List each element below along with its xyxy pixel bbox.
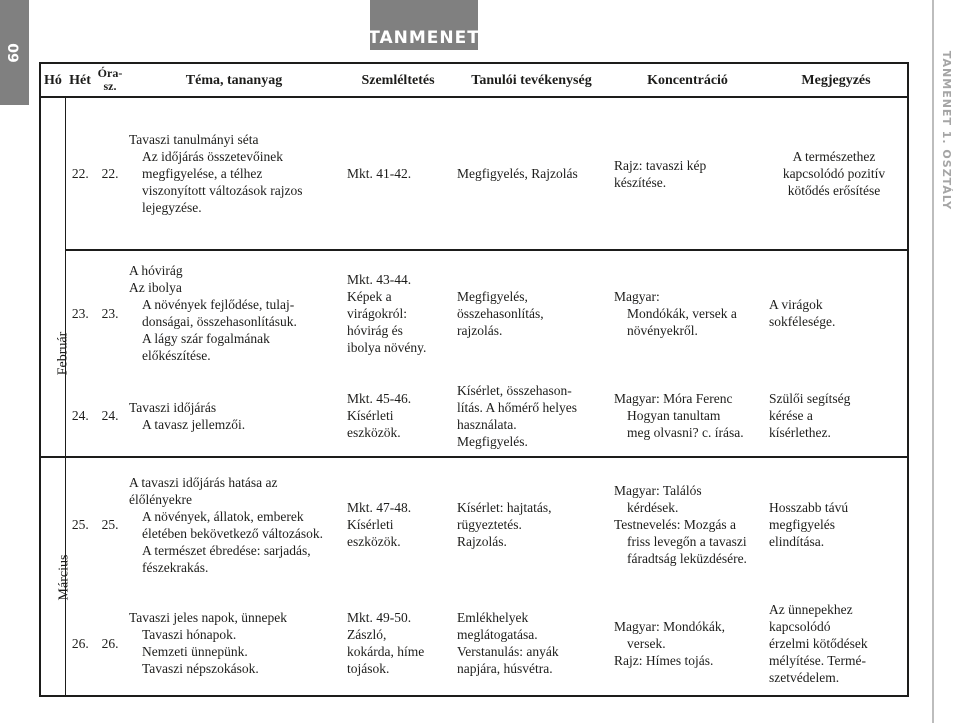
concentration-cell: Magyar: Móra Ferenc Hogyan tanultam meg olvasni? c. írása. [614,391,744,440]
notes-cell: A természethez kapcsolódó pozitív kötődés erősítése [782,149,886,198]
notes-cell: A virágok sokfélesége. [765,250,908,375]
concentration-cell: Magyar: Találós kérdések. Testnevelés: Mozgás a friss levegőn a tavaszi fáradtság leküzdésére. [610,457,765,591]
topic-cell: Tavaszi tanulmányi séta Az időjárás összetevőinek megfigyelése, a télhez viszonyított változások rajzos lejegyzése. [129,132,303,215]
student-activity-cell: Emlékhelyek meglátogatása. Verstanulás: anyák napjára, húsvétra. [457,610,559,676]
header-student-activity: Tanulói tevékenység [453,63,610,97]
visual-aids-cell: Mkt. 49-50. Zászló, kokárda, híme tojások. [347,610,425,676]
week-cell: 22. [71,166,89,181]
lesson-number-cell: 22. [101,166,119,181]
notes-cell: Az ünnepekhez kapcsolódó érzelmi kötődések mélyítése. Termé- szetvédelem. [769,601,868,685]
concentration-cell: Magyar: Mondókák, versek a növényekről. [610,250,765,375]
header-month: Hó [40,63,65,97]
header-week: Hét [65,63,95,97]
visual-aids-cell: Mkt. 47-48. Kísérleti eszközök. [343,457,453,591]
topic-cell: A tavaszi időjárás hatása az élőlényekre A növények, állatok, emberek életében bekövetkező változások. A természet ébredése: sarjadás, fészekrakás. [125,457,343,591]
header-concentration: Koncentráció [610,63,765,97]
visual-aids-cell: Mkt. 41-42. [347,166,412,181]
table-row [40,97,908,250]
lesson-number-cell: 26. [101,635,119,651]
notes-cell: Hosszabb távú megfigyelés elindítása. [765,457,908,591]
week-cell: 25. [65,457,95,591]
header-notes: Megjegyzés [765,63,908,97]
lesson-number-cell: 25. [95,457,125,591]
header-topic: Téma, tananyag [125,63,343,97]
student-activity-cell: Megfigyelés, összehasonlítás, rajzolás. [453,250,610,375]
week-cell: 23. [65,250,95,375]
student-activity-cell: Kísérlet: hajtatás, rügyeztetés. Rajzolás. [453,457,610,591]
week-cell: 26. [71,635,89,651]
header-lesson-number: Óra- sz. [95,63,125,97]
section-header-tab [370,0,478,50]
section-header-title: TANMENET [368,28,480,48]
concentration-cell: Magyar: Mondókák, versek. Rajz: Hímes tojás. [614,618,725,668]
month-cell-march [40,457,72,696]
month-cell-empty [40,97,65,250]
topic-cell: Tavaszi jeles napok, ünnepek Tavaszi hónapok. Nemzeti ünnepünk. Tavaszi népszokások. [129,610,287,676]
topic-cell: Tavaszi időjárás A tavasz jellemzői. [129,399,246,432]
month-label: Február [55,331,71,376]
month-label: Március [56,554,72,600]
table-header-row [40,63,908,97]
lesson-plan-table [39,62,909,697]
student-activity-cell: Kísérlet, összehason- lítás. A hőmérő helyes használata. Megfigyelés. [457,382,577,449]
month-cell-february [40,250,71,457]
side-running-title [935,50,959,210]
right-margin-rule [932,0,934,723]
visual-aids-cell: Mkt. 43-44. Képek a virágokról: hóvirág és ibolya növény. [343,250,453,375]
side-running-title-text: TANMENET 1. OSZTÁLY [940,50,954,210]
table-row [40,457,908,591]
notes-cell: Szülői segítség kérése a kísérlethez. [769,391,851,440]
visual-aids-cell: Mkt. 45-46. Kísérleti eszközök. [347,391,412,440]
table-row [40,250,908,375]
concentration-cell: Rajz: tavaszi kép készítése. [614,157,707,190]
table-row [40,375,908,457]
page-number: 60 [6,42,23,63]
week-cell: 24. [71,408,89,423]
topic-cell: A hóvirág Az ibolya A növények fejlődése, tulaj- donságai, összehasonlításuk. A lágy szár fogalmának előkészítése. [125,250,343,375]
page-number-tab [0,0,29,105]
table-row [40,591,908,696]
lesson-number-cell: 23. [95,250,125,375]
student-activity-cell: Megfigyelés, Rajzolás [457,166,578,181]
header-visual-aids: Szemléltetés [343,63,453,97]
lesson-number-cell: 24. [101,408,119,423]
